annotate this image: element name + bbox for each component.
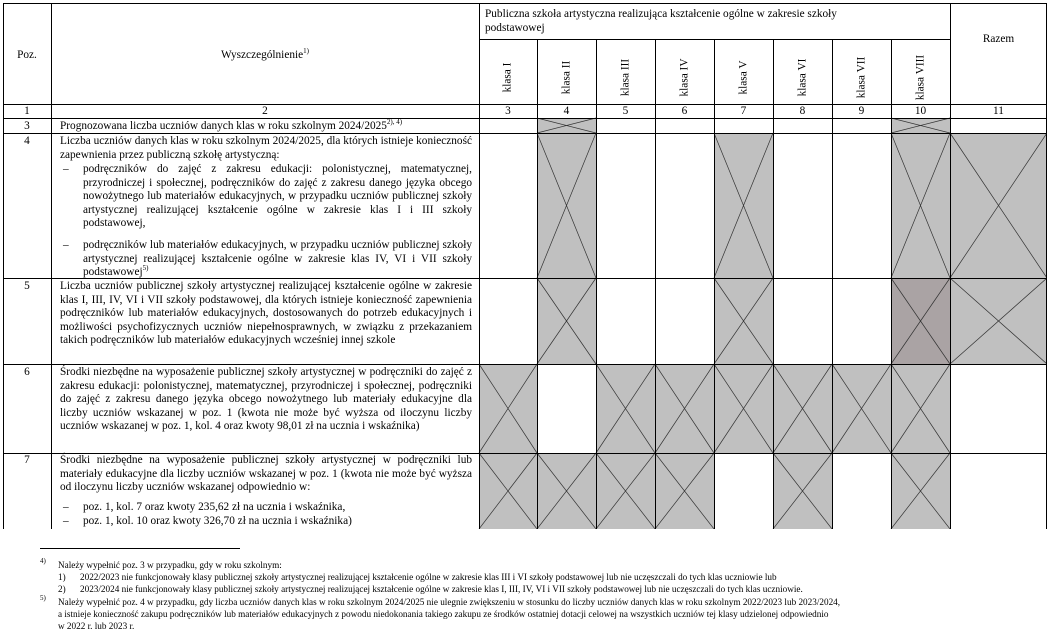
column-number-7: 7 <box>740 105 747 117</box>
header-class-4: klasa IV <box>678 58 690 96</box>
header-class-5: klasa V <box>737 60 749 94</box>
row4-item1-text: podręczników do zajęć z zakresu edukacji: polonistycznej, matematycznej, przyrodniczej i społecznej, podręczników do zajęć z zakresu danego języka obcego nowożytnego lub materiałów edukacyjnych, w przypadku uczniów publicznej szkoły artystycznej realizującej kształcenie ogólne w zakresie klas I i III szkoły podstawowej, <box>83 163 472 230</box>
column-number-9: 9 <box>858 105 865 117</box>
header-wyszczegolnienie: Wyszczególnienie$^{1)}$ <box>221 47 309 61</box>
footnote-4-item2-text: 2023/2024 nie funkcjonowały klasy publicznej szkoły artystycznej realizującej kształcenie ogólne w zakresie klas I, III, IV, VI i VII szkoły podstawowej lub nie uczęszczali do tych klas uczniowie. <box>80 584 803 594</box>
row4-intro: Liczba uczniów danych klas w roku szkolnym 2024/2025, dla których istnieje konieczność zapewnienia przez publiczną szkołę artystyczną: <box>60 135 472 161</box>
column-number-11: 11 <box>993 105 1004 117</box>
header-class-2: klasa II <box>560 60 572 94</box>
footnote-4-item2-num: 2) <box>58 584 66 594</box>
column-number-3: 3 <box>505 105 511 117</box>
row4-item2-text: podręczników lub materiałów edukacyjnych, w przypadku uczniów publicznej szkoły artystycznej realizującej kształcenie ogólne w zakresie klas IV, VI i VII szkoły podstawowej$^{5)}$ <box>83 239 472 279</box>
column-number-8: 8 <box>799 105 806 117</box>
row3-poz: 3 <box>24 120 30 132</box>
column-number-1: 1 <box>24 105 30 117</box>
row3-text: Prognozowana liczba uczniów danych klas w roku szkolnym $2024/2025^{2), 4)}$ <box>60 118 403 132</box>
footnote-4-item1-num: 1) <box>58 572 66 582</box>
row6-text: Środki niezbędne na wyposażenie publicznej szkoły artystycznej w podręczniki do zajęć z zakresu edukacji: polonistycznej, matematycznej, przyrodniczej i społecznej, podręczniki do zajęć z zakresu danego języka obcego nowożytnego lub materiały edukacyjne dla liczby uczniów wskazanej w poz. 1 (kwota nie może być wyższa od iloczynu liczby uczniów wskazanej w poz. 1, kol. 4 oraz kwoty 98,01 zł na ucznia i wskaźnika) <box>60 366 472 433</box>
row7-item2-dash: – <box>63 515 69 527</box>
column-number-6: 6 <box>681 105 688 117</box>
row7-item1-text: poz. 1, kol. 7 oraz kwoty 235,62 zł na ucznia i wskaźnika, <box>83 501 346 513</box>
row7-item1-dash: – <box>63 501 69 513</box>
header-class-1: klasa I <box>501 62 514 92</box>
footnote-5-line3: w 2022 r. lub 2023 r. <box>58 621 135 631</box>
row7-item2-text: poz. 1, kol. 10 oraz kwoty 326,70 zł na ucznia i wskaźnika) <box>83 515 352 527</box>
column-number-10: 10 <box>914 105 927 117</box>
footnote-4-item1-text: 2022/2023 nie funkcjonowały klasy publicznej szkoły artystycznej realizującej kształcenie ogólne w zakresie klas III i VI szkoły podstawowej lub nie uczęszczali do tych klas uczniowie lub <box>80 572 777 582</box>
footnote-4-intro: Należy wypełnić poz. 3 w przypadku, gdy w roku szkolnym: <box>58 560 282 570</box>
row5-text: Liczba uczniów publicznej szkoły artystycznej realizującej kształcenie ogólne w zakresie klas I, III, IV, VI i VII szkoły podstawowej, dla których istnieje konieczność zapewnienia podręczników lub materiałów edukacyjnych, dostosowanych do potrzeb edukacyjnych i możliwości psychofizycznych uczniów niepełnosprawnych, w związku z przekazaniem takich podręczników lub materiałów edukacyjnych wcześniej innej szkole <box>60 280 472 347</box>
row7-text: Środki niezbędne na wyposażenie publicznej szkoły artystycznej w podręczniki lub materiały edukacyjne dla liczby uczniów wskazanej w poz. 1 (kwota nie może być wyższa od iloczynu liczby uczniów wskazanej odpowiednio w: <box>60 454 472 494</box>
footnote-5-mark: 5) <box>40 594 46 602</box>
row6-poz: 6 <box>24 366 30 378</box>
header-class-8: klasa VIII <box>914 54 926 100</box>
column-number-2: 2 <box>262 105 268 117</box>
header-class-3: klasa III <box>619 58 631 96</box>
footnote-5-line2: a istnieje konieczność zakupu podręczników lub materiałów edukacyjnych z powodu niedokonania takiego zakupu ze środków ostatniej dotacji celowej na wszystkich uczniów tej klasy udzielonej odpowiednio <box>58 609 829 619</box>
header-poz: Poz. <box>17 49 37 61</box>
footnote-separator <box>40 548 240 549</box>
header-school-group: Publiczna szkoła artystyczna realizująca kształcenie ogólne w zakresie szkoły podstawowej <box>485 8 837 34</box>
header-class-6: klasa VI <box>796 58 808 96</box>
footnote-4-mark: 4) <box>40 557 46 565</box>
header-razem: Razem <box>982 33 1015 45</box>
row4-item1-dash: – <box>63 163 69 175</box>
row7-poz: 7 <box>24 454 30 466</box>
footnote-5-line1: Należy wypełnić poz. 4 w przypadku, gdy liczba uczniów danych klas w roku szkolnym 2024/2025 nie ulegnie zwiększeniu w stosunku do liczby uczniów danych klas w roku szkolnym 2022/2023 lub 2023/2024, <box>58 597 841 607</box>
row4-poz: 4 <box>24 135 30 147</box>
header-class-7: klasa VII <box>855 56 867 98</box>
column-number-4: 4 <box>563 105 570 117</box>
row5-poz: 5 <box>24 280 30 292</box>
column-number-5: 5 <box>622 105 629 117</box>
row4-item2-dash: – <box>63 239 69 251</box>
